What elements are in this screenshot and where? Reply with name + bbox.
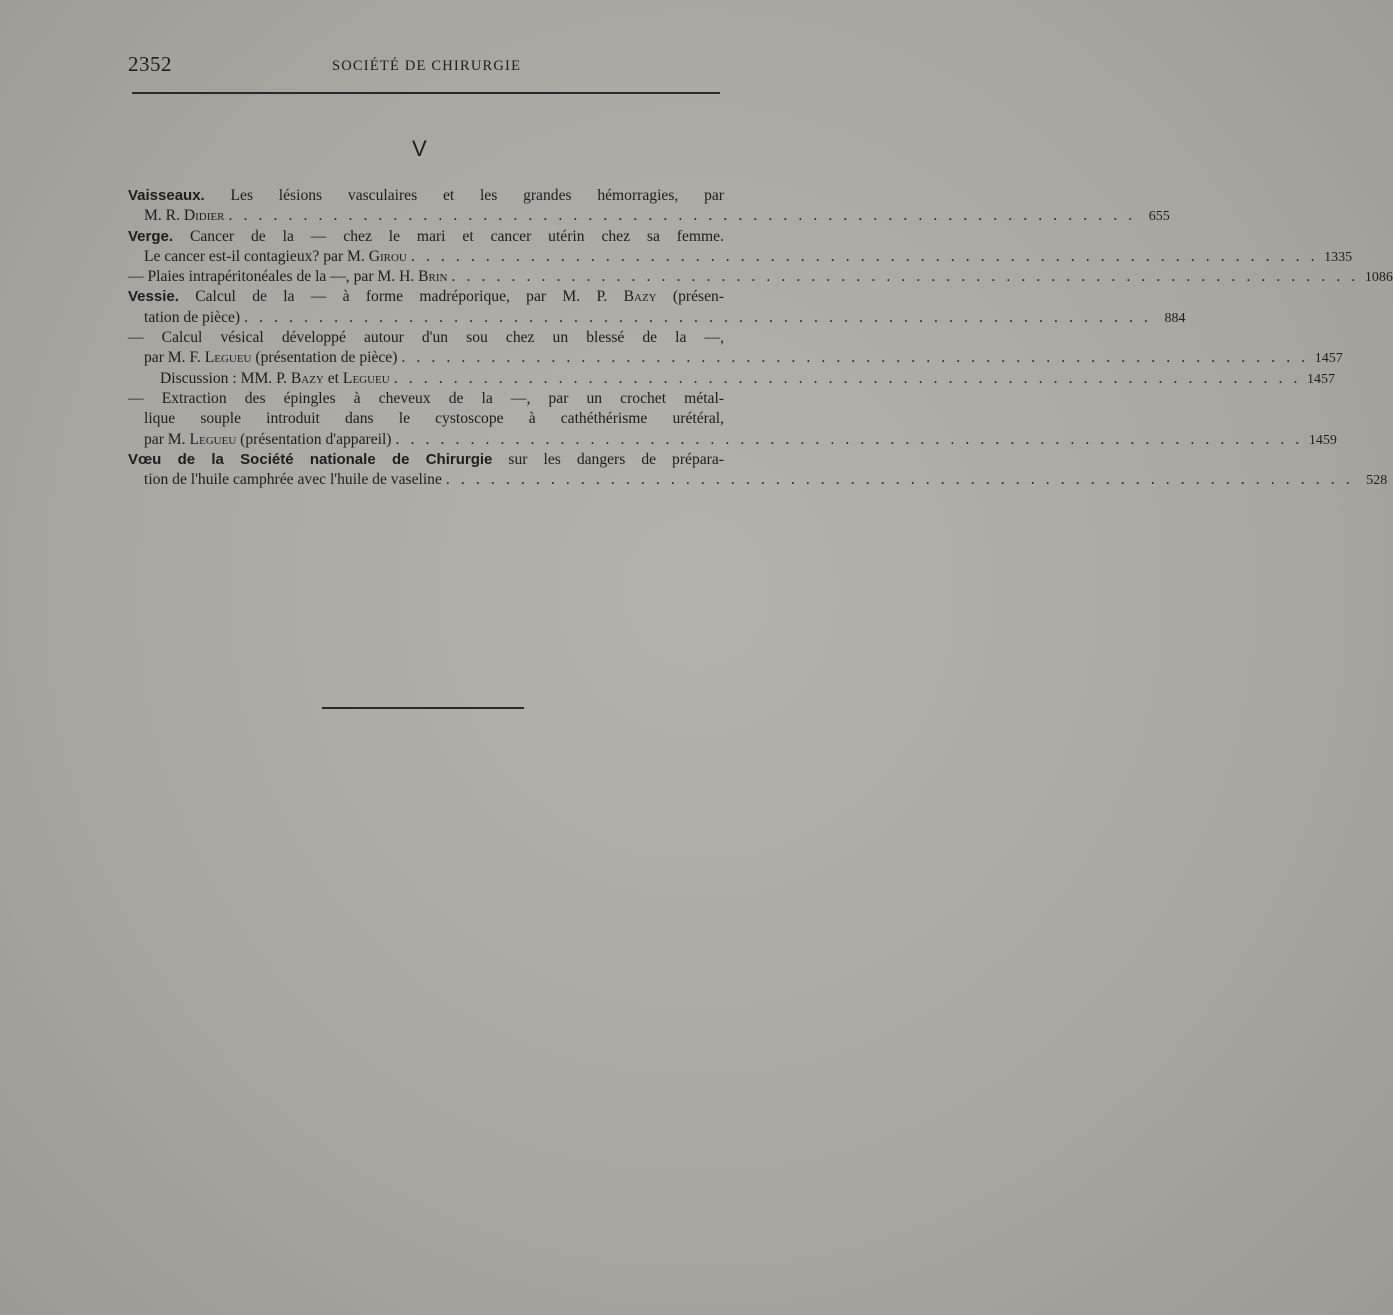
index-entry-verge-cont (128, 247, 1353, 267)
dot-leader: . . . . . . . . . . . . . . . . . . . . . . . . . . . . . . . . . . . . . . . . . . . . . . . . . . . . . . . . . . . . . (401, 349, 1309, 367)
end-rule (322, 707, 524, 709)
entry-text: — Extraction des épingles à cheveux de la —, par un crochet métal- (128, 389, 724, 407)
index-entry-extraction-cont2 (128, 430, 1337, 450)
entry-text (144, 206, 224, 226)
entry-text: — Calcul vésical développé autour d'un sou chez un blessé de la —, (128, 329, 724, 347)
index-entry-extraction (128, 389, 724, 409)
index-entry-plaies (128, 267, 1393, 287)
entry-keyword: Vessie. (128, 288, 179, 306)
page-reference: 528 (1366, 473, 1388, 489)
entry-text (144, 348, 397, 368)
entry-text-pre: par M. F. (144, 349, 205, 367)
entry-text-post: (présen- (656, 288, 724, 306)
index-entry-extraction-cont (128, 409, 724, 429)
journal-title: SOCIÉTÉ DE CHIRURGIE (332, 58, 522, 74)
index-entry-verge (128, 227, 724, 247)
entry-author: Didier (183, 207, 225, 225)
entry-text (144, 430, 392, 450)
entry-text: tation de pièce) (144, 308, 241, 326)
entry-author: Legueu (342, 369, 390, 387)
entry-text: sur les dangers de prépara- (508, 450, 724, 468)
entry-text-pre: — Plaies intrapéritonéales de la —, par M. H. (128, 268, 419, 286)
section-letter: V (412, 136, 427, 161)
index-entry-calcul-vesical (128, 328, 724, 348)
dot-leader: . . . . . . . . . . . . . . . . . . . . . . . . . . . . . . . . . . . . . . . . . . . . . . . . . . . . . . . . . . . . . (410, 247, 1319, 265)
dot-leader: . . . . . . . . . . . . . . . . . . . . . . . . . . . . . . . . . . . . . . . . . . . . . . . . . . . . . . . . . . . . . (393, 369, 1302, 387)
header-rule (132, 92, 720, 94)
entry-text: Les lésions vasculaires et les grandes hémorragies, par (230, 187, 724, 204)
index-entry-voeu (128, 450, 724, 470)
index-entry-vessie-cont (128, 308, 1186, 328)
entry-text-pre: M. R. (144, 207, 184, 225)
entry-text (128, 267, 448, 287)
page-reference: 1335 (1324, 249, 1353, 265)
entry-author: Girou (368, 247, 407, 265)
entry-text-pre: par M. (144, 430, 190, 448)
entry-text-pre: Calcul de la — à forme madréporique, par M. P. (195, 288, 624, 306)
index-entry-vaisseaux-cont (128, 206, 1170, 226)
page-number: 2352 (128, 52, 172, 76)
entry-author: Legueu (189, 430, 237, 448)
entry-author: Bazy (290, 369, 324, 387)
entry-text-post: (présentation d'appareil) (236, 430, 392, 448)
entry-keyword: Vaisseaux. (128, 187, 205, 204)
dot-leader: . . . . . . . . . . . . . . . . . . . . . . . . . . . . . . . . . . . . . . . . . . . . . . . . . . . . . . . . . . . . . (451, 268, 1359, 286)
index-entry-vessie (128, 287, 724, 307)
index-entry-discussion (128, 369, 1336, 389)
index-entry-voeu-cont (128, 470, 1388, 490)
running-head (128, 52, 720, 82)
entry-text-post: (présentation de pièce) (251, 349, 398, 367)
page-reference: 1086 (1364, 270, 1393, 286)
index-entries (128, 186, 1393, 490)
entry-keyword: Vœu de la Société nationale de Chirurgie (128, 450, 493, 468)
dot-leader: . . . . . . . . . . . . . . . . . . . . . . . . . . . . . . . . . . . . . . . . . . . . . . . . . . . . . . . . . . . . . (244, 308, 1152, 326)
dot-leader: . . . . . . . . . . . . . . . . . . . . . . . . . . . . . . . . . . . . . . . . . . . . . . . . . . . . . . . . . . . . . (445, 471, 1354, 489)
page-reference: 1457 (1307, 371, 1336, 387)
entry-text-pre: Discussion : MM. P. (160, 369, 291, 387)
index-entry-vaisseaux (128, 186, 724, 206)
entry-text-mid: et (323, 369, 343, 387)
entry-keyword: Verge. (128, 227, 174, 245)
dot-leader: . . . . . . . . . . . . . . . . . . . . . . . . . . . . . . . . . . . . . . . . . . . . . . . . . . . . . . . . . . . . . (228, 207, 1136, 225)
index-entry-calcul-vesical-cont (128, 348, 1343, 368)
entry-text: tion de l'huile camphrée avec l'huile de vaseline (144, 471, 442, 489)
page-reference: 1459 (1308, 432, 1337, 448)
page-reference: 884 (1164, 310, 1186, 326)
entry-text-pre: Le cancer est-il contagieux? par M. (144, 247, 369, 265)
entry-text: Cancer de la — chez le mari et cancer utérin chez sa femme. (189, 227, 725, 245)
entry-author: Bazy (623, 288, 657, 306)
page-reference: 655 (1148, 209, 1170, 225)
entry-text: lique souple introduit dans le cystoscope à cathéthérisme urétéral, (144, 410, 724, 428)
entry-author: Legueu (204, 349, 252, 367)
page-reference: 1457 (1314, 351, 1343, 367)
entry-text (144, 247, 407, 267)
entry-text (160, 369, 390, 389)
entry-author: Brin (418, 268, 448, 286)
dot-leader: . . . . . . . . . . . . . . . . . . . . . . . . . . . . . . . . . . . . . . . . . . . . . . . . . . . . . . . . . . . . . (395, 430, 1303, 448)
